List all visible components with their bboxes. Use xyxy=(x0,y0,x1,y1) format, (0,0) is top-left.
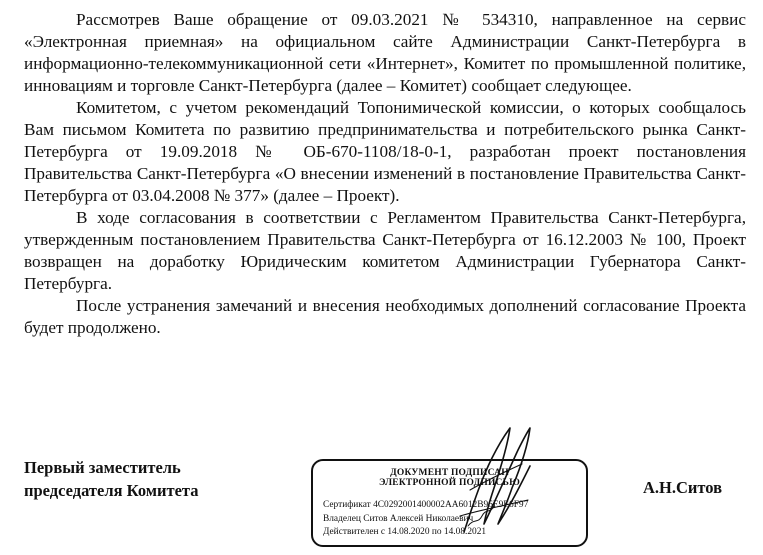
paragraph-2: Комитетом, с учетом рекомендаций Топонимической комиссии, о которых сообщалось Вам письмом Комитета по развитию предпринимательства и потребительского рынка Санкт-Петербурга от 19.09.2018 № ОБ-670-1108/18-0-1, разработан проект постановления Правительства Санкт-Петербурга «О внесении изменений в постановление Правительства Санкт-Петербурга от 03.04.2008 № 377» (далее – Проект). xyxy=(24,98,746,205)
stamp-certificate: Сертификат 4С0292001400002АА6012В96Е9Е6F97 xyxy=(323,500,529,510)
stamp-validity: Действителен с 14.08.2020 по 14.08.2021 xyxy=(323,527,487,537)
letter-body xyxy=(24,9,746,339)
signer-position xyxy=(24,456,198,502)
stamp-title-line-1: ДОКУМЕНТ ПОДПИСАН xyxy=(390,468,509,478)
stamp-title-line-2: ЭЛЕКТРОННОЙ ПОДПИСЬЮ xyxy=(378,478,520,488)
paragraph-1: Рассмотрев Ваше обращение от 09.03.2021 № 534310, направленное на сервис «Электронная приемная» на официальном сайте Администрации Санкт-Петербурга в информационно-телекоммуникационной сети «Интернет», Комитет по промышленной политике, инновациям и торговле Санкт-Петербурга (далее – Комитет) сообщает следующее. xyxy=(24,10,746,95)
paragraph-4: После устранения замечаний и внесения необходимых дополнений согласование Проекта будет продолжено. xyxy=(24,296,746,337)
stamp-owner: Владелец Ситов Алексей Николаевич xyxy=(323,514,474,524)
signer-position-line-2: председателя Комитета xyxy=(24,481,199,500)
e-signature-stamp xyxy=(311,459,588,547)
paragraph-3: В ходе согласования в соответствии с Регламентом Правительства Санкт-Петербурга, утвержденным постановлением Правительства Санкт-Петербурга от 16.12.2003 № 100, Проект возвращен на доработку Юридическим комитетом Администрации Губернатора Санкт-Петербурга. xyxy=(24,208,746,293)
signer-name: А.Н.Ситов xyxy=(643,478,723,497)
stamp-title xyxy=(313,468,586,488)
signer-position-line-1: Первый заместитель xyxy=(24,458,181,477)
